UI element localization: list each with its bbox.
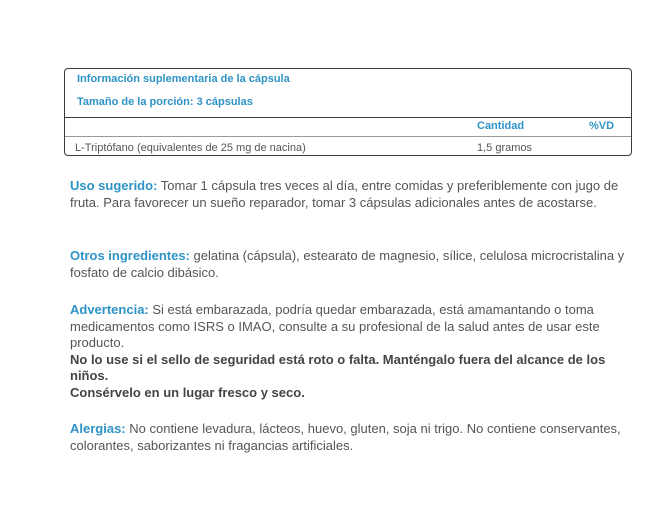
facts-divider — [65, 117, 631, 118]
suggested-use-label: Uso sugerido: — [70, 178, 158, 193]
ingredient-amount: 1,5 gramos — [477, 142, 533, 154]
ingredient-name: L-Triptófano (equivalentes de 25 mg de nacina) — [75, 142, 306, 154]
warning-seal-notice: No lo use si el sello de seguridad está roto o falta. Manténgalo fuera del alcance de los niños. — [70, 351, 606, 383]
allergies-label: Alergias: — [70, 421, 126, 436]
warning-storage-notice: Consérvelo en un lugar fresco y seco. — [70, 384, 305, 400]
column-header-dv: %VD — [589, 120, 615, 132]
other-ingredients-label: Otros ingredientes: — [70, 248, 190, 263]
suggested-use-text: Tomar 1 cápsula tres veces al día, entre comidas y preferiblemente con jugo de fruta. Para favorecer un sueño reparador, tomar 3 cápsulas adicionales antes de acostarse. — [70, 178, 619, 210]
other-ingredients-section — [70, 248, 640, 281]
supplement-facts-box — [64, 68, 632, 156]
column-header-amount: Cantidad — [477, 120, 525, 132]
row-divider — [65, 136, 631, 137]
allergies-section — [70, 421, 640, 454]
warning-text: Si está embarazada, podría quedar embarazada, está amamantando o toma medicamentos como ISRS o IMAO, consulte a su profesional de la salud antes de usar este producto. — [70, 302, 600, 350]
suggested-use-section — [70, 178, 640, 211]
warning-label: Advertencia: — [70, 302, 149, 317]
other-ingredients-text: gelatina (cápsula), estearato de magnesio, sílice, celulosa microcristalina y fosfato de calcio dibásico. — [70, 248, 625, 280]
facts-title: Información suplementaria de la cápsula — [77, 73, 290, 85]
allergies-text: No contiene levadura, lácteos, huevo, gluten, soja ni trigo. No contiene conservantes, colorantes, saborizantes ni fragancias artificiales. — [70, 421, 621, 453]
warning-section — [70, 302, 640, 401]
serving-size: Tamaño de la porción: 3 cápsulas — [77, 96, 253, 108]
